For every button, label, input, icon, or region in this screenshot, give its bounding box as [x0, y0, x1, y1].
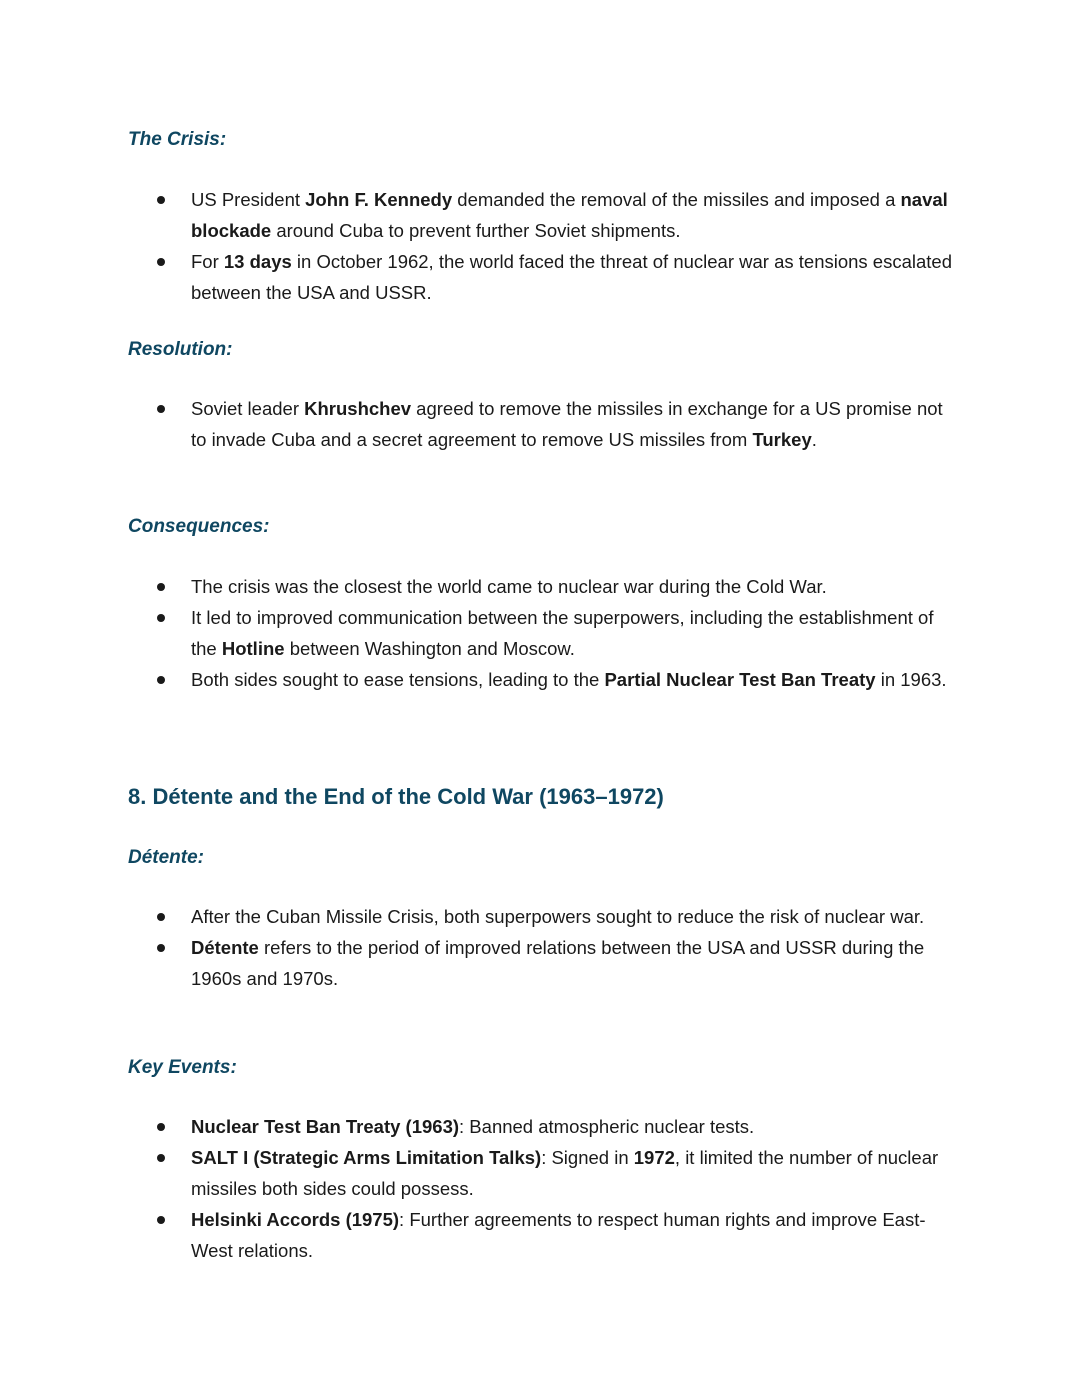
list-item	[0, 932, 1080, 994]
bullet-icon	[157, 405, 165, 413]
text-run: Both sides sought to ease tensions, leading to the	[191, 669, 605, 690]
bold-text: SALT I (Strategic Arms Limitation Talks)	[191, 1147, 542, 1168]
bullet-icon	[157, 583, 165, 591]
text-run: It led to improved communication between the superpowers, including the establishment of the	[191, 607, 934, 659]
text-run: demanded the removal of the missiles and imposed a	[452, 189, 901, 210]
bullet-icon	[157, 676, 165, 684]
detente-heading: Détente:	[128, 847, 205, 868]
bullet-icon	[157, 1123, 165, 1131]
consequences-list	[0, 571, 1080, 695]
list-item	[0, 393, 1080, 455]
text-run: After the Cuban Missile Crisis, both superpowers sought to reduce the risk of nuclear war.	[191, 906, 925, 927]
bold-text: naval blockade	[191, 189, 948, 241]
text-run: in 1963.	[875, 669, 947, 690]
bold-text: Hotline	[221, 638, 285, 659]
text-run: US President	[191, 189, 306, 210]
chapter-title: 8. Détente and the End of the Cold War (1963–1972)	[128, 784, 664, 809]
list-item	[0, 901, 1080, 932]
text-run: refers to the period of improved relations between the USA and USSR during the 1960s and 1970s.	[191, 937, 925, 989]
text-run: around Cuba to prevent further Soviet shipments.	[271, 220, 681, 241]
resolution-heading: Resolution:	[128, 339, 233, 360]
text-run: : Banned atmospheric nuclear tests.	[459, 1116, 755, 1137]
bold-text: Khrushchev	[304, 398, 412, 419]
bold-text: Turkey	[752, 429, 812, 450]
text-run: agreed to remove the missiles in exchange for a US promise not to invade Cuba and a secret agreement to remove US missiles from	[191, 398, 943, 450]
text-run: The crisis was the closest the world came to nuclear war during the Cold War.	[191, 576, 827, 597]
bold-text: Détente	[191, 937, 259, 958]
list-item	[0, 664, 1080, 695]
text-run: : Signed in	[541, 1147, 634, 1168]
bold-text: 13 days	[223, 251, 292, 272]
text-run: : Further agreements to respect human rights and improve East-West relations.	[191, 1209, 926, 1261]
bullet-icon	[157, 1216, 165, 1224]
text-run: For	[191, 251, 224, 272]
bold-text: Helsinki Accords (1975)	[191, 1209, 400, 1230]
bold-text: Partial Nuclear Test Ban Treaty	[604, 669, 876, 690]
consequences-heading: Consequences:	[128, 516, 270, 537]
text-run: , it limited the number of nuclear missiles both sides could possess.	[191, 1147, 939, 1199]
list-item	[0, 571, 1080, 602]
text-run: between Washington and Moscow.	[284, 638, 575, 659]
list-item	[0, 1142, 1080, 1204]
crisis-list	[0, 184, 1080, 308]
bullet-icon	[157, 1154, 165, 1162]
bold-text: 1972	[633, 1147, 675, 1168]
bold-text: Nuclear Test Ban Treaty (1963)	[191, 1116, 460, 1137]
list-item	[0, 184, 1080, 246]
bullet-icon	[157, 913, 165, 921]
resolution-list	[0, 393, 1080, 455]
bullet-icon	[157, 614, 165, 622]
list-item	[0, 1204, 1080, 1266]
bullet-icon	[157, 944, 165, 952]
text-run: in October 1962, the world faced the threat of nuclear war as tensions escalated between the USA and USSR.	[191, 251, 952, 303]
list-item	[0, 1111, 1080, 1142]
key-events-list	[0, 1111, 1080, 1266]
list-item	[0, 246, 1080, 308]
detente-list	[0, 901, 1080, 994]
bold-text: John F. Kennedy	[305, 189, 453, 210]
list-item	[0, 602, 1080, 664]
key-events-heading: Key Events:	[128, 1057, 237, 1078]
bullet-icon	[157, 196, 165, 204]
text-run: Soviet leader	[191, 398, 305, 419]
crisis-heading: The Crisis:	[128, 129, 227, 150]
text-run: .	[811, 429, 817, 450]
bullet-icon	[157, 258, 165, 266]
